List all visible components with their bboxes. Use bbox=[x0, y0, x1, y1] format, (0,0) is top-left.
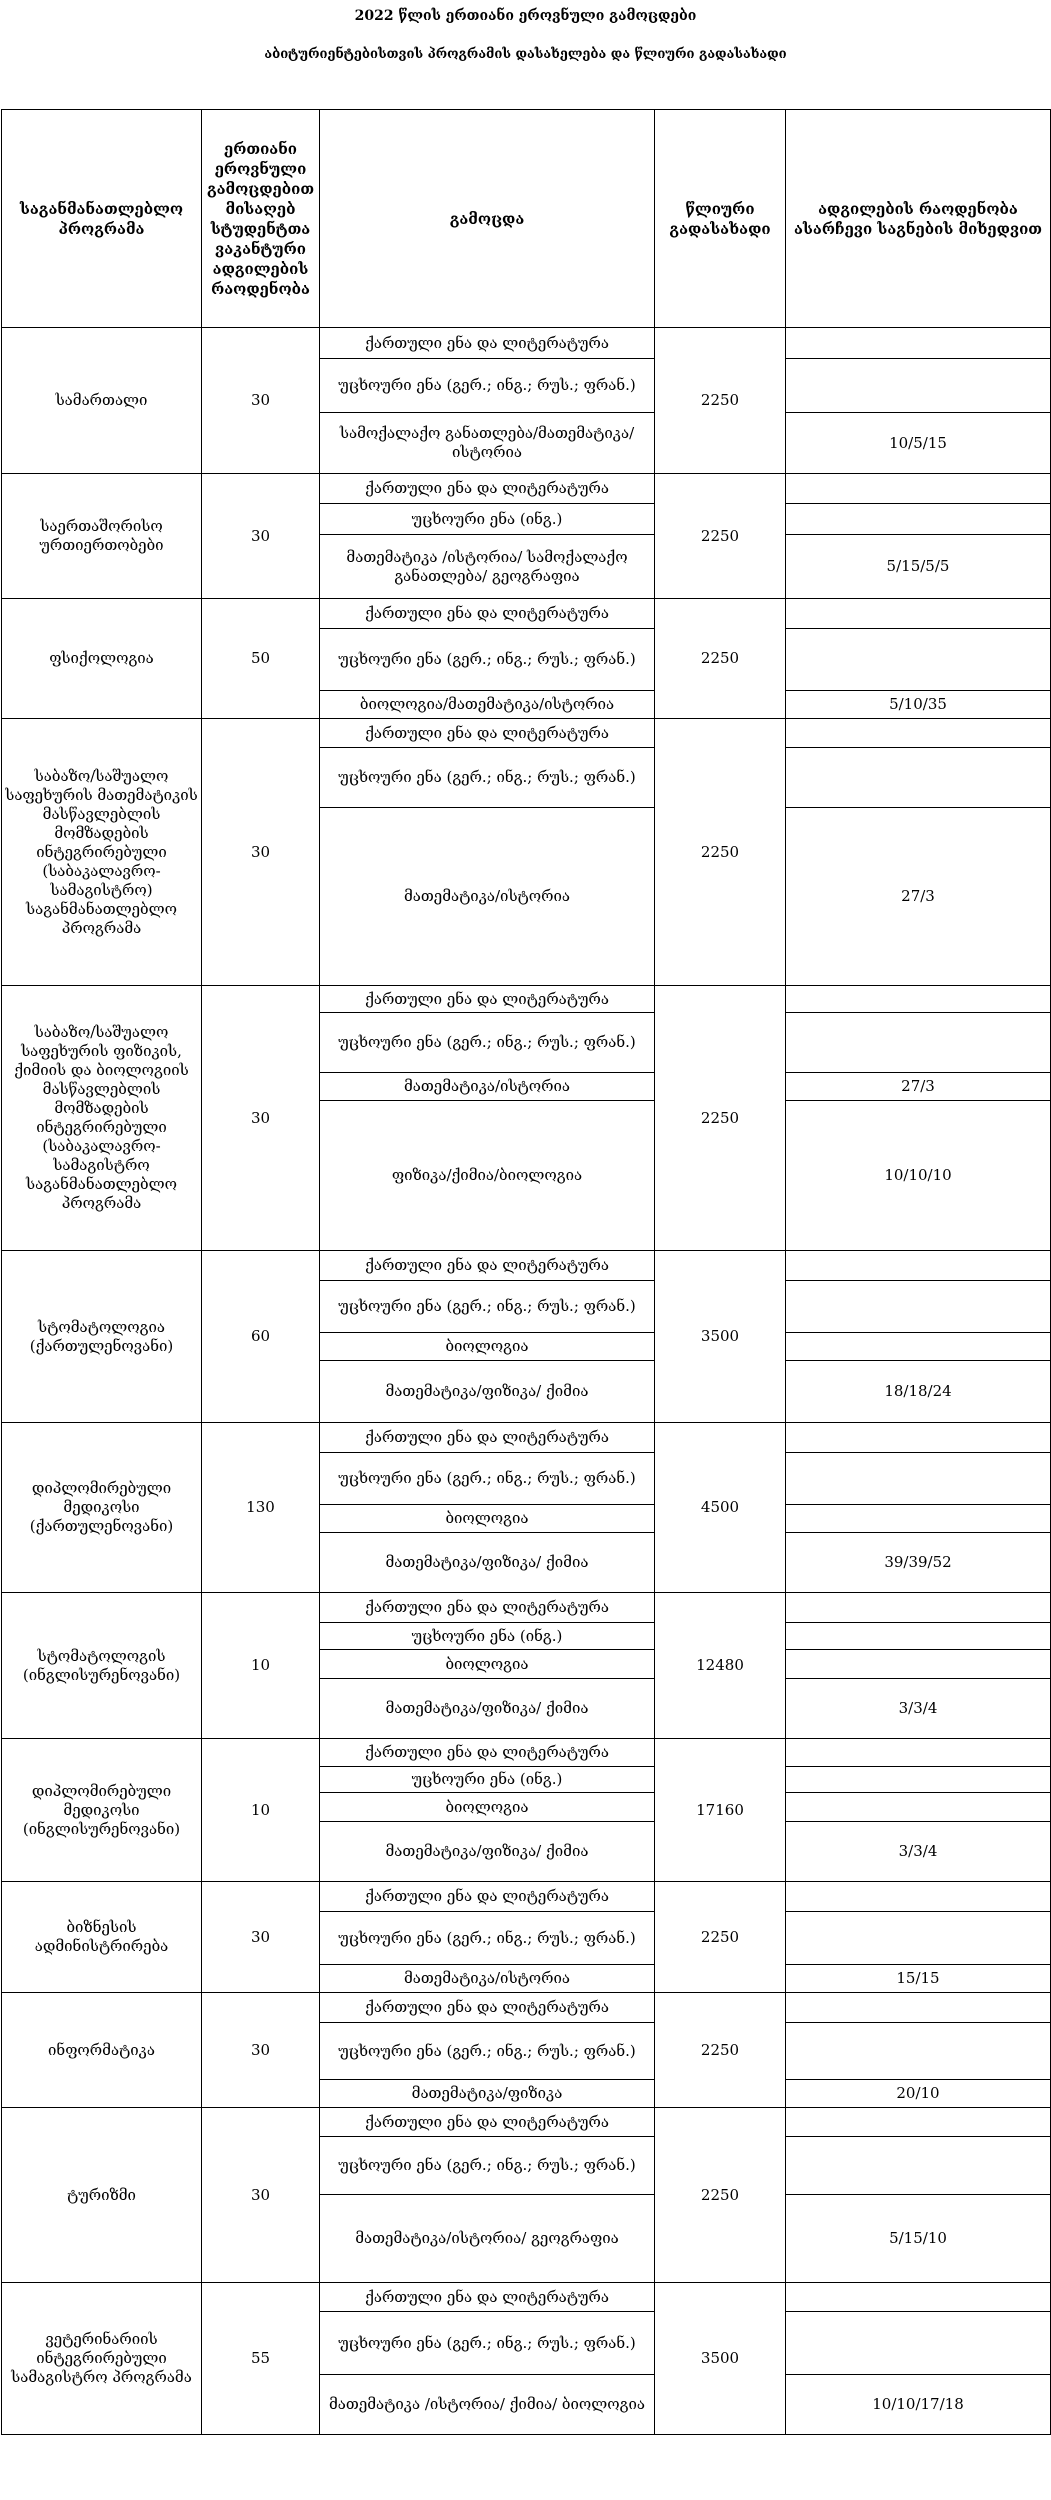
quota-cell bbox=[786, 474, 1051, 504]
exam-cell: ქართული ენა და ლიტერატურა bbox=[320, 1251, 655, 1281]
quota-cell bbox=[786, 1623, 1051, 1650]
quota-cell bbox=[786, 1333, 1051, 1361]
quota-cell: 15/15 bbox=[786, 1965, 1051, 1993]
exam-cell: უცხოური ენა (გერ.; ინგ.; რუს.; ფრან.) bbox=[320, 748, 655, 808]
exam-cell: მათემატიკა/ფიზიკა/ ქიმია bbox=[320, 1361, 655, 1423]
table-row bbox=[2, 1251, 1051, 1281]
quota-cell: 10/10/10 bbox=[786, 1101, 1051, 1251]
places-cell: 30 bbox=[202, 986, 320, 1251]
table-row bbox=[2, 986, 1051, 1013]
program-name-cell: ბიზნესის ადმინისტრირება bbox=[2, 1882, 202, 1993]
quota-cell bbox=[786, 599, 1051, 629]
quota-cell: 3/3/4 bbox=[786, 1679, 1051, 1739]
places-cell: 10 bbox=[202, 1593, 320, 1739]
exam-cell: მათემატიკა /ისტორია/ ქიმია/ ბიოლოგია bbox=[320, 2375, 655, 2435]
program-name-cell: ფსიქოლოგია bbox=[2, 599, 202, 719]
program-name-cell: ვეტერინარიის ინტეგრირებული სამაგისტრო პროგრამა bbox=[2, 2283, 202, 2435]
fee-cell: 4500 bbox=[655, 1423, 786, 1593]
quota-cell: 5/15/10 bbox=[786, 2195, 1051, 2283]
places-cell: 50 bbox=[202, 599, 320, 719]
exam-cell: ქართული ენა და ლიტერატურა bbox=[320, 1882, 655, 1912]
quota-cell bbox=[786, 359, 1051, 413]
quota-cell bbox=[786, 1993, 1051, 2023]
exam-cell: მათემატიკა/ფიზიკა/ ქიმია bbox=[320, 1533, 655, 1593]
table-row bbox=[2, 1739, 1051, 1767]
places-cell: 30 bbox=[202, 328, 320, 474]
places-cell: 30 bbox=[202, 1882, 320, 1993]
places-cell: 130 bbox=[202, 1423, 320, 1593]
quota-cell bbox=[786, 2137, 1051, 2195]
table-row bbox=[2, 474, 1051, 504]
document-title: 2022 წლის ერთიანი ეროვნული გამოცდები bbox=[354, 8, 697, 24]
quota-cell: 27/3 bbox=[786, 808, 1051, 986]
table-row bbox=[2, 2283, 1051, 2312]
exam-cell: უცხოური ენა (ინგ.) bbox=[320, 1767, 655, 1793]
exam-cell: მათემატიკა/ისტორია bbox=[320, 1965, 655, 1993]
quota-cell bbox=[786, 2312, 1051, 2375]
fee-cell: 2250 bbox=[655, 1993, 786, 2108]
quota-cell bbox=[786, 328, 1051, 359]
exam-cell: უცხოური ენა (გერ.; ინგ.; რუს.; ფრან.) bbox=[320, 1013, 655, 1073]
program-table bbox=[1, 109, 1051, 2435]
table-row bbox=[2, 599, 1051, 629]
column-header-program: საგანმანათლებლო პროგრამა bbox=[2, 110, 202, 328]
table-row bbox=[2, 1593, 1051, 1623]
exam-cell: ქართული ენა და ლიტერატურა bbox=[320, 1593, 655, 1623]
exam-cell: ქართული ენა და ლიტერატურა bbox=[320, 1993, 655, 2023]
table-row bbox=[2, 1993, 1051, 2023]
quota-cell bbox=[786, 504, 1051, 535]
exam-cell: უცხოური ენა (გერ.; ინგ.; რუს.; ფრან.) bbox=[320, 1453, 655, 1505]
column-header-quota: ადგილების რაოდენობა ასარჩევი საგნების მიხედვით bbox=[786, 110, 1051, 328]
quota-cell bbox=[786, 1793, 1051, 1822]
table-row bbox=[2, 1882, 1051, 1912]
fee-cell: 3500 bbox=[655, 1251, 786, 1423]
exam-cell: უცხოური ენა (გერ.; ინგ.; რუს.; ფრან.) bbox=[320, 2312, 655, 2375]
quota-cell bbox=[786, 2283, 1051, 2312]
places-cell: 60 bbox=[202, 1251, 320, 1423]
exam-cell: ქართული ენა და ლიტერატურა bbox=[320, 2283, 655, 2312]
table-body bbox=[2, 328, 1051, 2435]
exam-cell: უცხოური ენა (გერ.; ინგ.; რუს.; ფრან.) bbox=[320, 629, 655, 691]
quota-cell bbox=[786, 1423, 1051, 1453]
program-name-cell: სტომატოლოგია (ქართულენოვანი) bbox=[2, 1251, 202, 1423]
exam-cell: ბიოლოგია bbox=[320, 1650, 655, 1679]
exam-cell: ქართული ენა და ლიტერატურა bbox=[320, 1423, 655, 1453]
table-header-row bbox=[2, 110, 1051, 328]
fee-cell: 2250 bbox=[655, 474, 786, 599]
program-name-cell: ტურიზმი bbox=[2, 2108, 202, 2283]
program-name-cell: საბაზო/საშუალო საფეხურის მათემატიკის მასწავლებლის მომზადების ინტეგრირებული (საბაკალავრო-სამაგისტრო) საგანმანათლებლო პროგრამა bbox=[2, 719, 202, 986]
fee-cell: 2250 bbox=[655, 328, 786, 474]
program-name-cell: ინფორმატიკა bbox=[2, 1993, 202, 2108]
quota-cell: 18/18/24 bbox=[786, 1361, 1051, 1423]
quota-cell: 10/5/15 bbox=[786, 413, 1051, 474]
fee-cell: 2250 bbox=[655, 1882, 786, 1993]
quota-cell: 5/10/35 bbox=[786, 691, 1051, 719]
exam-cell: სამოქალაქო განათლება/მათემატიკა/ისტორია bbox=[320, 413, 655, 474]
exam-cell: ბიოლოგია bbox=[320, 1333, 655, 1361]
quota-cell bbox=[786, 629, 1051, 691]
program-name-cell: დიპლომირებული მედიკოსი (ქართულენოვანი) bbox=[2, 1423, 202, 1593]
exam-cell: ბიოლოგია bbox=[320, 1793, 655, 1822]
exam-cell: უცხოური ენა (გერ.; ინგ.; რუს.; ფრან.) bbox=[320, 1281, 655, 1333]
program-name-cell: სამართალი bbox=[2, 328, 202, 474]
quota-cell: 3/3/4 bbox=[786, 1822, 1051, 1882]
exam-cell: უცხოური ენა (ინგ.) bbox=[320, 504, 655, 535]
exam-cell: უცხოური ენა (გერ.; ინგ.; რუს.; ფრან.) bbox=[320, 359, 655, 413]
quota-cell bbox=[786, 1767, 1051, 1793]
places-cell: 55 bbox=[202, 2283, 320, 2435]
exam-cell: ბიოლოგია/მათემატიკა/ისტორია bbox=[320, 691, 655, 719]
program-name-cell: საერთაშორისო ურთიერთობები bbox=[2, 474, 202, 599]
exam-cell: მათემატიკა/ფიზიკა/ ქიმია bbox=[320, 1679, 655, 1739]
table-row bbox=[2, 2108, 1051, 2137]
places-cell: 30 bbox=[202, 719, 320, 986]
column-header-fee: წლიური გადასახადი bbox=[655, 110, 786, 328]
quota-cell bbox=[786, 1453, 1051, 1505]
program-name-cell: დიპლომირებული მედიკოსი (ინგლისურენოვანი) bbox=[2, 1739, 202, 1882]
exam-cell: ქართული ენა და ლიტერატურა bbox=[320, 719, 655, 748]
exam-cell: ბიოლოგია bbox=[320, 1505, 655, 1533]
quota-cell bbox=[786, 1505, 1051, 1533]
quota-cell bbox=[786, 1912, 1051, 1965]
quota-cell: 10/10/17/18 bbox=[786, 2375, 1051, 2435]
exam-cell: ქართული ენა და ლიტერატურა bbox=[320, 2108, 655, 2137]
exam-cell: მათემატიკა /ისტორია/ სამოქალაქო განათლება/ გეოგრაფია bbox=[320, 535, 655, 599]
exam-cell: უცხოური ენა (გერ.; ინგ.; რუს.; ფრან.) bbox=[320, 1912, 655, 1965]
exam-cell: მათემატიკა/ფიზიკა/ ქიმია bbox=[320, 1822, 655, 1882]
fee-cell: 2250 bbox=[655, 2108, 786, 2283]
fee-cell: 2250 bbox=[655, 719, 786, 986]
exam-cell: უცხოური ენა (გერ.; ინგ.; რუს.; ფრან.) bbox=[320, 2137, 655, 2195]
exam-cell: ქართული ენა და ლიტერატურა bbox=[320, 1739, 655, 1767]
quota-cell bbox=[786, 2108, 1051, 2137]
exam-cell: მათემატიკა/ისტორია bbox=[320, 808, 655, 986]
fee-cell: 2250 bbox=[655, 986, 786, 1251]
quota-cell: 39/39/52 bbox=[786, 1533, 1051, 1593]
quota-cell bbox=[786, 1281, 1051, 1333]
fee-cell: 3500 bbox=[655, 2283, 786, 2435]
exam-cell: ქართული ენა და ლიტერატურა bbox=[320, 986, 655, 1013]
table-row bbox=[2, 1423, 1051, 1453]
quota-cell: 27/3 bbox=[786, 1073, 1051, 1101]
quota-cell bbox=[786, 1650, 1051, 1679]
quota-cell: 5/15/5/5 bbox=[786, 535, 1051, 599]
exam-cell: უცხოური ენა (ინგ.) bbox=[320, 1623, 655, 1650]
places-cell: 30 bbox=[202, 2108, 320, 2283]
quota-cell bbox=[786, 2023, 1051, 2080]
exam-cell: ფიზიკა/ქიმია/ბიოლოგია bbox=[320, 1101, 655, 1251]
quota-cell bbox=[786, 1739, 1051, 1767]
column-header-places: ერთიანი ეროვნული გამოცდებით მისაღებ სტუდენტთა ვაკანტური ადგილების რაოდენობა bbox=[202, 110, 320, 328]
exam-cell: მათემატიკა/ისტორია bbox=[320, 1073, 655, 1101]
program-name-cell: სტომატოლოგის (ინგლისურენოვანი) bbox=[2, 1593, 202, 1739]
table-row bbox=[2, 719, 1051, 748]
quota-cell bbox=[786, 1251, 1051, 1281]
table-row bbox=[2, 328, 1051, 359]
document-subtitle: აბიტურიენტებისთვის პროგრამის დასახელება და წლიური გადასახადი bbox=[264, 47, 787, 62]
quota-cell bbox=[786, 1593, 1051, 1623]
quota-cell bbox=[786, 748, 1051, 808]
fee-cell: 2250 bbox=[655, 599, 786, 719]
fee-cell: 12480 bbox=[655, 1593, 786, 1739]
exam-cell: ქართული ენა და ლიტერატურა bbox=[320, 599, 655, 629]
quota-cell bbox=[786, 1882, 1051, 1912]
places-cell: 10 bbox=[202, 1739, 320, 1882]
places-cell: 30 bbox=[202, 1993, 320, 2108]
quota-cell: 20/10 bbox=[786, 2080, 1051, 2108]
quota-cell bbox=[786, 986, 1051, 1013]
column-header-exam: გამოცდა bbox=[320, 110, 655, 328]
quota-cell bbox=[786, 1013, 1051, 1073]
exam-cell: ქართული ენა და ლიტერატურა bbox=[320, 328, 655, 359]
exam-cell: მათემატიკა/ფიზიკა bbox=[320, 2080, 655, 2108]
exam-cell: მათემატიკა/ისტორია/ გეოგრაფია bbox=[320, 2195, 655, 2283]
exam-cell: უცხოური ენა (გერ.; ინგ.; რუს.; ფრან.) bbox=[320, 2023, 655, 2080]
quota-cell bbox=[786, 719, 1051, 748]
exam-cell: ქართული ენა და ლიტერატურა bbox=[320, 474, 655, 504]
fee-cell: 17160 bbox=[655, 1739, 786, 1882]
program-name-cell: საბაზო/საშუალო საფეხურის ფიზიკის, ქიმიის და ბიოლოგიის მასწავლებლის მომზადების ინტეგრირებული (საბაკალავრო-სამაგისტრო საგანმანათლებლო პროგრამა bbox=[2, 986, 202, 1251]
places-cell: 30 bbox=[202, 474, 320, 599]
